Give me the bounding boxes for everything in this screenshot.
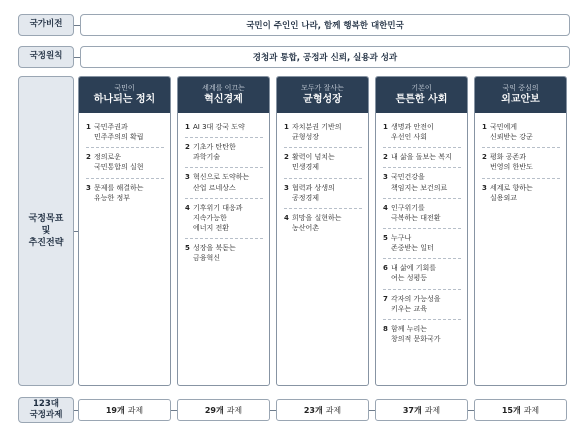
strategy-text: 생명과 안전이 우선인 사회	[391, 123, 434, 142]
strategy-number: 2	[284, 153, 289, 162]
vision-label: 국가비전	[18, 14, 74, 36]
strategy-text: 기후위기 대응과 지속가능한 에너지 전환	[193, 203, 243, 232]
strategy-number: 3	[482, 183, 487, 192]
strategy-item	[482, 118, 560, 148]
goal-title: 균형성장	[303, 93, 342, 105]
strategy-number: 6	[383, 264, 388, 273]
strategy-text: 정의로운 국민통합의 실현	[94, 153, 144, 172]
strategy-number: 2	[185, 143, 190, 152]
strategy-list	[79, 113, 170, 208]
strategy-item	[185, 118, 263, 138]
strategy-number: 2	[383, 153, 388, 162]
strategy-text: 함께 누리는 창의적 문화국가	[391, 324, 441, 343]
goal-header	[376, 77, 467, 113]
task-count-unit: 과제	[424, 405, 441, 415]
goal-title: 튼튼한 사회	[395, 93, 448, 105]
strategy-item	[284, 148, 362, 178]
strategy-text: 평화 공존과 번영의 한반도	[490, 153, 533, 172]
task-count: 15개	[501, 405, 521, 415]
strategy-list	[475, 113, 566, 208]
strategy-text: 문제를 해결하는 유능한 정부	[94, 183, 144, 202]
strategy-number: 2	[482, 153, 487, 162]
strategy-number: 4	[383, 203, 388, 212]
strategy-item	[185, 199, 263, 239]
task-count-box	[474, 399, 567, 421]
strategy-number: 7	[383, 294, 388, 303]
strategy-number: 3	[284, 183, 289, 192]
task-count-unit: 과제	[226, 405, 243, 415]
strategy-number: 1	[284, 123, 289, 131]
strategy-number: 1	[86, 123, 91, 131]
principle-text: 경청과 통합, 공정과 신뢰, 실용과 성과	[252, 53, 398, 63]
goal-subtitle: 기본이	[411, 84, 432, 93]
goal-subtitle: 세계를 이끄는	[202, 84, 245, 93]
strategy-item	[383, 320, 461, 349]
strategy-item	[383, 229, 461, 259]
strategy-text: 국민건강을 책임지는 보건의료	[391, 173, 448, 192]
strategy-number: 3	[383, 173, 388, 182]
strategy-text: AI 3대 강국 도약	[193, 123, 245, 131]
strategy-text: 성장을 북돋는 금융혁신	[193, 244, 236, 263]
strategy-list	[178, 113, 269, 268]
strategy-list	[277, 113, 368, 238]
strategy-text: 기초가 탄탄한 과학기술	[193, 143, 236, 162]
task-count-box	[78, 399, 171, 421]
strategy-text: 혁신으로 도약하는 산업 르네상스	[193, 173, 250, 192]
strategy-item	[284, 209, 362, 238]
goal-subtitle: 국민이	[114, 84, 135, 93]
strategy-item	[383, 199, 461, 229]
strategy-number: 8	[383, 324, 388, 333]
goal-column	[276, 76, 369, 386]
strategy-item	[185, 138, 263, 168]
strategy-item	[86, 148, 164, 178]
goal-title: 하나되는 정치	[93, 93, 156, 105]
strategy-number: 1	[383, 123, 388, 131]
task-count-box	[276, 399, 369, 421]
strategy-item	[383, 168, 461, 198]
strategy-number: 3	[86, 183, 91, 192]
strategy-item	[482, 179, 560, 208]
strategy-number: 5	[185, 244, 190, 253]
strategy-text: 국민에게 신뢰받는 강군	[490, 123, 533, 142]
goal-title: 외교안보	[501, 93, 540, 105]
goal-header	[277, 77, 368, 113]
goal-header	[79, 77, 170, 113]
strategy-item	[383, 259, 461, 289]
goal-column	[474, 76, 567, 386]
strategy-item	[185, 168, 263, 198]
task-count: 19개	[105, 405, 125, 415]
goal-header	[178, 77, 269, 113]
strategy-text: 활력이 넘치는 민생경제	[292, 153, 335, 172]
strategy-text: 희망을 실현하는 농산어촌	[292, 213, 342, 232]
strategy-list	[376, 113, 467, 349]
strategy-item	[383, 290, 461, 320]
goal-header	[475, 77, 566, 113]
task-count-unit: 과제	[325, 405, 342, 415]
strategy-text: 자치분권 기반의 균형성장	[292, 123, 342, 142]
strategy-text: 내 삶을 돌보는 복지	[391, 153, 452, 162]
vision-bar	[80, 14, 570, 36]
goal-column	[375, 76, 468, 386]
task-count-box	[375, 399, 468, 421]
principle-bar	[80, 46, 570, 68]
goal-subtitle: 국익 중심의	[502, 84, 539, 93]
strategy-item	[185, 239, 263, 268]
strategy-number: 3	[185, 173, 190, 182]
strategy-item	[383, 118, 461, 148]
task-count: 29개	[204, 405, 224, 415]
task-count-box	[177, 399, 270, 421]
strategy-item	[284, 179, 362, 209]
task-count-unit: 과제	[127, 405, 144, 415]
strategy-text: 내 삶에 기회를 여는 성평등	[391, 264, 437, 283]
task-count: 23개	[303, 405, 323, 415]
strategy-item	[284, 118, 362, 148]
task-count-unit: 과제	[523, 405, 540, 415]
strategy-text: 각자의 가능성을 키우는 교육	[391, 294, 441, 313]
goal-title: 혁신경제	[204, 93, 243, 105]
strategy-number: 2	[86, 153, 91, 162]
goal-column	[177, 76, 270, 386]
strategy-number: 1	[185, 123, 190, 131]
tasks-label: 123대 국정과제	[18, 397, 74, 423]
strategy-item	[482, 148, 560, 178]
vision-text: 국민이 주인인 나라, 함께 행복한 대한민국	[246, 21, 404, 31]
goal-subtitle: 모두가 잘사는	[301, 84, 344, 93]
strategy-text: 국민주권과 민주주의의 확립	[94, 123, 144, 142]
strategy-text: 세계로 향하는 실용외교	[490, 183, 533, 202]
principle-label: 국정원칙	[18, 46, 74, 68]
strategy-text: 누구나 존중받는 일터	[391, 233, 434, 253]
strategy-number: 1	[482, 123, 487, 131]
strategy-item	[86, 179, 164, 208]
strategy-item	[86, 118, 164, 148]
task-count: 37개	[402, 405, 422, 415]
strategy-text: 인구위기를 극복하는 대전환	[391, 203, 441, 222]
strategy-number: 4	[284, 213, 289, 222]
strategy-number: 5	[383, 233, 388, 242]
strategy-text: 협력과 상생의 공정경제	[292, 183, 335, 202]
goal-column	[78, 76, 171, 386]
strategy-number: 4	[185, 203, 190, 212]
strategy-item	[383, 148, 461, 168]
goals-label: 국정목표 및 추진전략	[18, 76, 74, 386]
